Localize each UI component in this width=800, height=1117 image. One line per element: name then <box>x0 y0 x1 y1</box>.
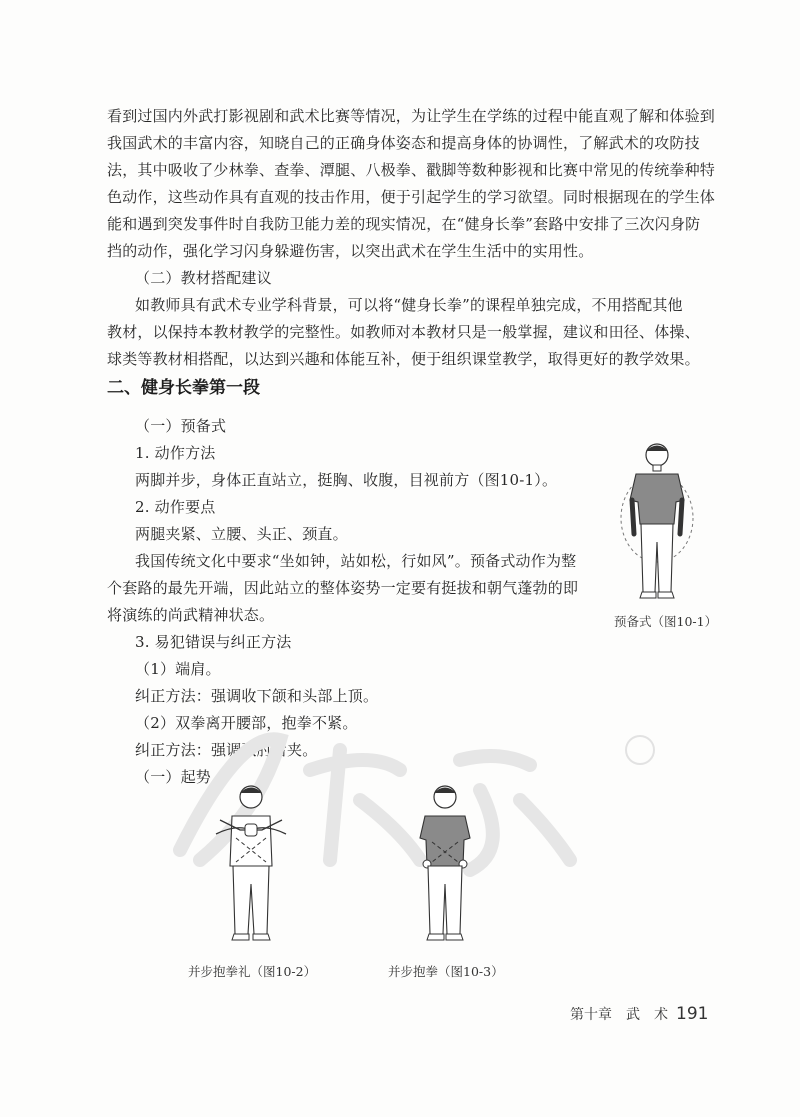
error-1: （1）端肩。 <box>135 660 221 678</box>
fist-salute-figure <box>206 780 296 950</box>
fists-at-waist-figure <box>400 780 490 950</box>
subsection-title-material: （二）教材搭配建议 <box>135 269 272 287</box>
prep-para-line-1: 我国传统文化中要求“坐如钟，站如松，行如风”。预备式动作为整 <box>135 552 577 570</box>
material-line-2: 教材，以保持本教材教学的完整性。如教师对本教材只是一般掌握，建议和田径、体操、 <box>107 323 700 341</box>
page-footer <box>570 1004 708 1024</box>
figure-10-1-caption: 预备式（图10-1） <box>614 614 718 629</box>
prep-item2-title: 2. 动作要点 <box>135 498 216 516</box>
prep-stance-figure <box>612 438 702 608</box>
prep-para-line-3: 将演练的尚武精神状态。 <box>107 606 275 624</box>
prep-item2-text: 两腿夹紧、立腰、头正、颈直。 <box>135 525 348 543</box>
error-2: （2）双拳离开腰部，抱拳不紧。 <box>135 714 358 732</box>
section-heading: 二、健身长拳第一段 <box>107 378 260 398</box>
figure-10-2-caption: 并步抱拳礼（图10-2） <box>188 964 317 979</box>
start-title: （一）起势 <box>135 768 212 786</box>
intro-line-6: 挡的动作，强化学习闪身躲避伤害，以突出武术在学生生活中的实用性。 <box>107 242 594 260</box>
prep-item1-title: 1. 动作方法 <box>135 444 216 462</box>
fix-2: 纠正方法：强调双肘后夹。 <box>135 741 318 759</box>
prep-para-line-2: 个套路的最先开端，因此站立的整体姿势一定要有挺拔和朝气蓬勃的即 <box>107 579 579 597</box>
intro-line-1: 看到过国内外武打影视剧和武术比赛等情况，为让学生在学练的过程中能直观了解和体验到 <box>107 107 716 125</box>
chapter-label: 第十章 武 术 <box>570 1007 668 1023</box>
material-line-3: 球类等教材相搭配，以达到兴趣和体能互补，便于组织课堂教学，取得更好的教学效果。 <box>107 350 700 368</box>
prep-title: （一）预备式 <box>135 417 227 435</box>
intro-line-4: 色动作，这些动作具有直观的技击作用，便于引起学生的学习欲望。同时根据现在的学生体 <box>107 188 716 206</box>
figure-10-3-caption: 并步抱拳（图10-3） <box>388 964 504 979</box>
prep-item1-text: 两脚并步，身体正直站立，挺胸、收腹，目视前方（图10-1）。 <box>135 471 558 489</box>
prep-item3-title: 3. 易犯错误与纠正方法 <box>135 633 292 651</box>
fix-1: 纠正方法：强调收下颌和头部上顶。 <box>135 687 379 705</box>
intro-line-3: 法，其中吸收了少林拳、查拳、潭腿、八极拳、戳脚等数种影视和比赛中常见的传统拳种特 <box>107 161 716 179</box>
intro-line-5: 能和遇到突发事件时自我防卫能力差的现实情况，在“健身长拳”套路中安排了三次闪身防 <box>107 215 701 233</box>
page-number: 191 <box>676 1004 709 1024</box>
material-line-1: 如教师具有武术专业学科背景，可以将“健身长拳”的课程单独完成，不用搭配其他 <box>135 296 683 314</box>
intro-line-2: 我国武术的丰富内容，知晓自己的正确身体姿态和提高身体的协调性，了解武术的攻防技 <box>107 134 700 152</box>
